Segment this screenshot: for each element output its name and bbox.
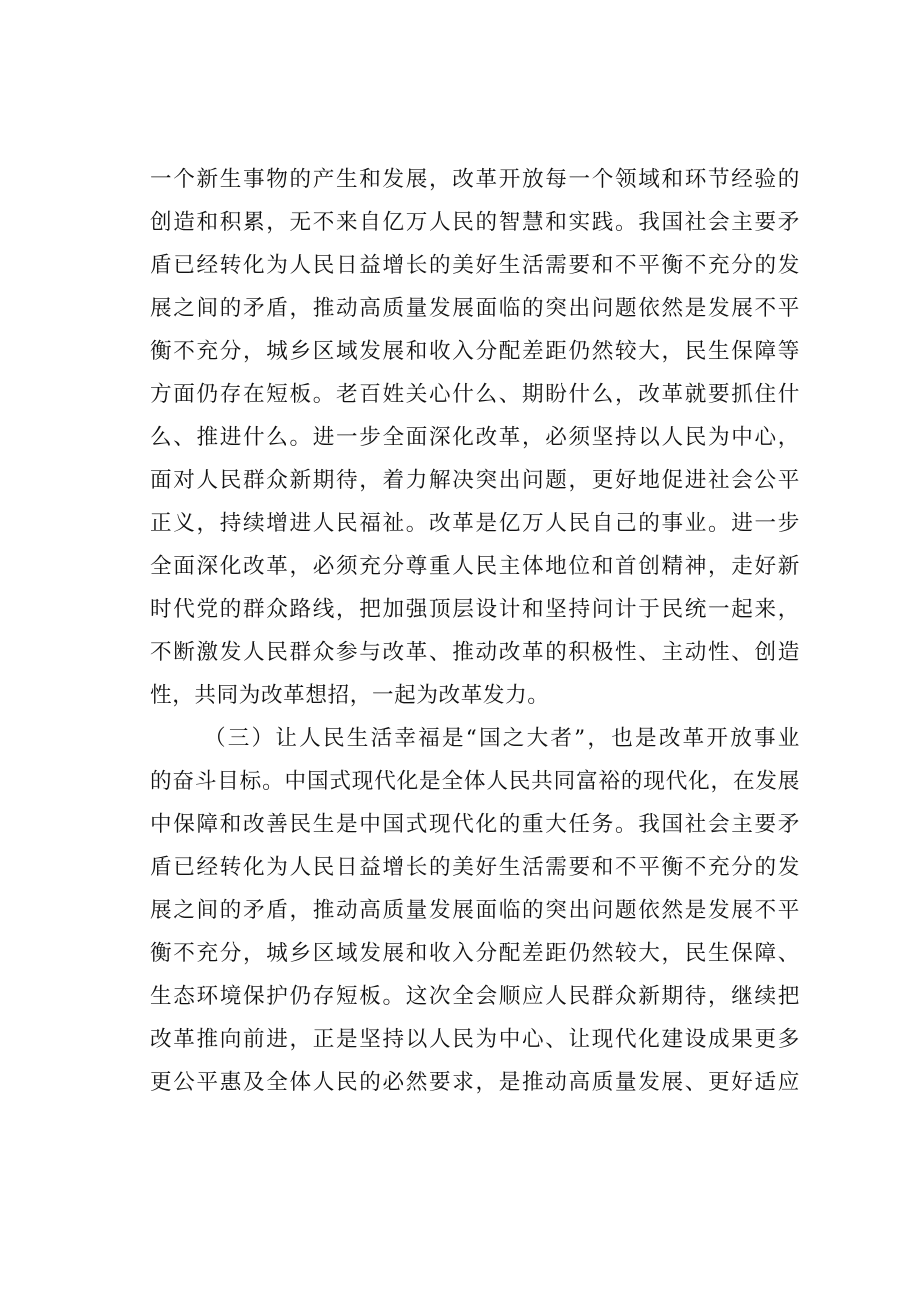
section-heading-line: （三）让人民生活幸福是“国之大者”，也是改革开放事业 bbox=[204, 726, 800, 751]
text-line: 方面仍存在短板。老百姓关心什么、期盼什么，改革就要抓住什 bbox=[150, 382, 800, 407]
text-line: 时代党的群众路线，把加强顶层设计和坚持问计于民统一起来， bbox=[150, 597, 800, 622]
text-line: 更公平惠及全体人民的必然要求，是推动高质量发展、更好适应 bbox=[150, 1070, 800, 1095]
body-text bbox=[150, 158, 800, 1104]
text-line: 改革推向前进，正是坚持以人民为中心、让现代化建设成果更多 bbox=[150, 1027, 800, 1052]
text-line: 盾已经转化为人民日益增长的美好生活需要和不平衡不充分的发 bbox=[150, 855, 800, 880]
text-line: 创造和积累，无不来自亿万人民的智慧和实践。我国社会主要矛 bbox=[150, 210, 800, 235]
text-line: 生态环境保护仍存短板。这次全会顺应人民群众新期待，继续把 bbox=[150, 984, 800, 1009]
text-line-paragraph-end: 性，共同为改革想招，一起为改革发力。 bbox=[150, 683, 550, 708]
text-line: 全面深化改革，必须充分尊重人民主体地位和首创精神，走好新 bbox=[150, 554, 800, 579]
text-line: 一个新生事物的产生和发展，改革开放每一个领域和环节经验的 bbox=[150, 167, 800, 192]
text-line: 的奋斗目标。中国式现代化是全体人民共同富裕的现代化，在发展 bbox=[150, 769, 800, 794]
text-line: 盾已经转化为人民日益增长的美好生活需要和不平衡不充分的发 bbox=[150, 253, 800, 278]
text-line: 展之间的矛盾，推动高质量发展面临的突出问题依然是发展不平 bbox=[150, 898, 800, 923]
text-line: 么、推进什么。进一步全面深化改革，必须坚持以人民为中心， bbox=[150, 425, 800, 450]
text-line: 衡不充分，城乡区域发展和收入分配差距仍然较大，民生保障等 bbox=[150, 339, 800, 364]
text-line: 中保障和改善民生是中国式现代化的重大任务。我国社会主要矛 bbox=[150, 812, 800, 837]
text-line: 展之间的矛盾，推动高质量发展面临的突出问题依然是发展不平 bbox=[150, 296, 800, 321]
text-line: 面对人民群众新期待，着力解决突出问题，更好地促进社会公平 bbox=[150, 468, 800, 493]
text-line: 不断激发人民群众参与改革、推动改革的积极性、主动性、创造 bbox=[150, 640, 800, 665]
text-line: 衡不充分，城乡区域发展和收入分配差距仍然较大，民生保障、 bbox=[150, 941, 800, 966]
text-line: 正义，持续增进人民福祉。改革是亿万人民自己的事业。进一步 bbox=[150, 511, 800, 536]
